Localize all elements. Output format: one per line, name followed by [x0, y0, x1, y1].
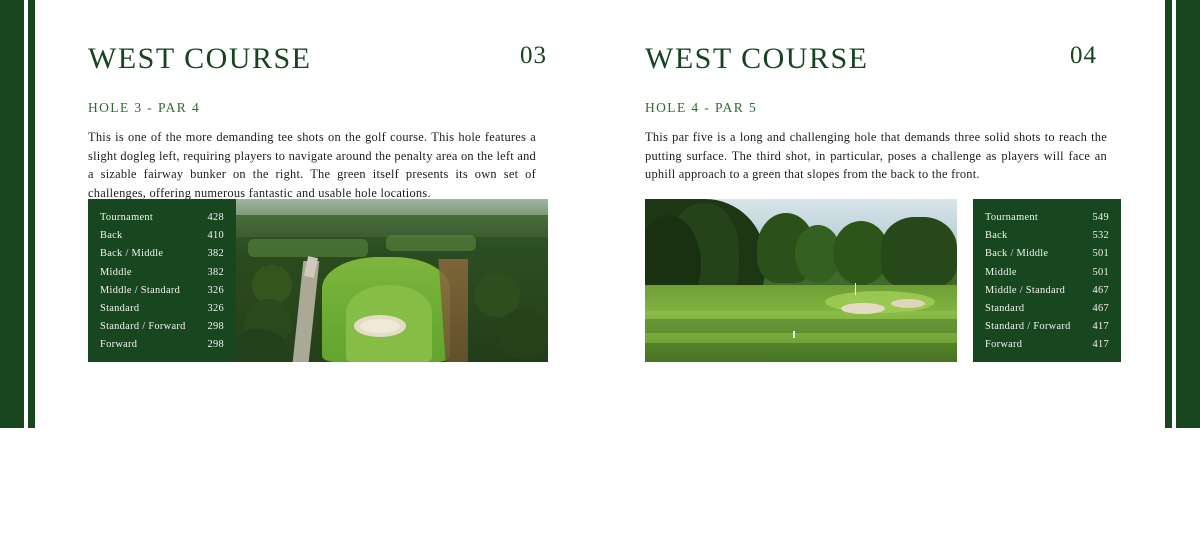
page-right: [600, 0, 1200, 428]
yardage-value: 410: [207, 230, 224, 242]
yardage-label: Back: [100, 230, 123, 242]
yardage-value: 382: [207, 248, 224, 260]
yardage-table: [973, 199, 1121, 362]
yardage-value: 382: [207, 266, 224, 278]
yardage-value: 298: [207, 321, 224, 333]
yardage-label: Standard: [985, 302, 1025, 314]
page-number: 03: [520, 42, 547, 69]
yardage-value: 501: [1092, 266, 1109, 278]
yardage-label: Tournament: [985, 212, 1039, 223]
table-row: [973, 209, 1121, 227]
yardage-label: Tournament: [100, 212, 154, 223]
yardage-value: 326: [207, 302, 224, 314]
page-title: WEST COURSE: [645, 42, 869, 75]
yardage-value: 532: [1092, 230, 1109, 242]
page-left-content: [88, 0, 558, 202]
yardage-label: Back / Middle: [985, 248, 1049, 260]
table-row: [973, 264, 1121, 282]
yardage-label: Standard: [100, 302, 140, 314]
yardage-label: Middle: [985, 266, 1017, 278]
page-title: WEST COURSE: [88, 42, 312, 75]
table-row: [88, 245, 236, 263]
yardage-label: Back: [985, 230, 1008, 242]
aerial-hole-photo-3: [236, 199, 548, 362]
table-row: [973, 227, 1121, 245]
yardage-table: [88, 199, 236, 362]
table-row: [88, 300, 236, 318]
fairway-hole-photo-4: [645, 199, 957, 362]
hole-heading: HOLE 3 - PAR 4: [88, 100, 201, 115]
page-number: 04: [1070, 42, 1097, 69]
yardage-photo-row-right: [645, 199, 1121, 362]
hole-heading: HOLE 4 - PAR 5: [645, 100, 758, 115]
hole-description: This is one of the more demanding tee shots on the golf course. This hole features a slight dogleg left, requiring players to navigate around the penalty area on the left and a sizable fairway bunker on the right. The green itself presents its own set of challenges, offering numerous fantastic and usable hole locations.: [88, 130, 536, 200]
yardage-label: Middle / Standard: [100, 284, 181, 296]
page-left: [0, 0, 600, 428]
yardage-label: Forward: [985, 339, 1023, 351]
yardage-value: 428: [207, 212, 224, 223]
table-row: [973, 318, 1121, 336]
table-row: [973, 300, 1121, 318]
table-row: [88, 282, 236, 300]
table-row: [88, 264, 236, 282]
page-right-content: [645, 0, 1135, 184]
table-row: [973, 245, 1121, 263]
table-row: [88, 336, 236, 354]
yardage-value: 467: [1092, 302, 1109, 314]
yardage-value: 417: [1092, 321, 1109, 333]
yardage-label: Back / Middle: [100, 248, 164, 260]
yardage-value: 417: [1092, 339, 1109, 351]
yardage-label: Middle: [100, 266, 132, 278]
yardage-divider: [278, 407, 279, 553]
hole-description: This par five is a long and challenging hole that demands three solid shots to reach the putting surface. The third shot, in particular, poses a challenge as players will face an uphill approach to a green that slopes from the back to the front.: [645, 130, 1107, 181]
yardage-value: 298: [207, 339, 224, 351]
yardage-label: Middle / Standard: [985, 284, 1066, 296]
yardage-photo-row-left: [88, 199, 548, 362]
yardage-value: 549: [1092, 212, 1109, 223]
yardage-value: 467: [1092, 284, 1109, 296]
table-row: [973, 336, 1121, 354]
yardage-label: Forward: [100, 339, 138, 351]
table-row: [973, 282, 1121, 300]
yardage-value: 326: [207, 284, 224, 296]
yardage-value: 501: [1092, 248, 1109, 260]
table-row: [88, 318, 236, 336]
table-row: [88, 227, 236, 245]
table-row: [88, 209, 236, 227]
yardage-label: Standard / Forward: [100, 321, 186, 333]
yardage-label: Standard / Forward: [985, 321, 1071, 333]
